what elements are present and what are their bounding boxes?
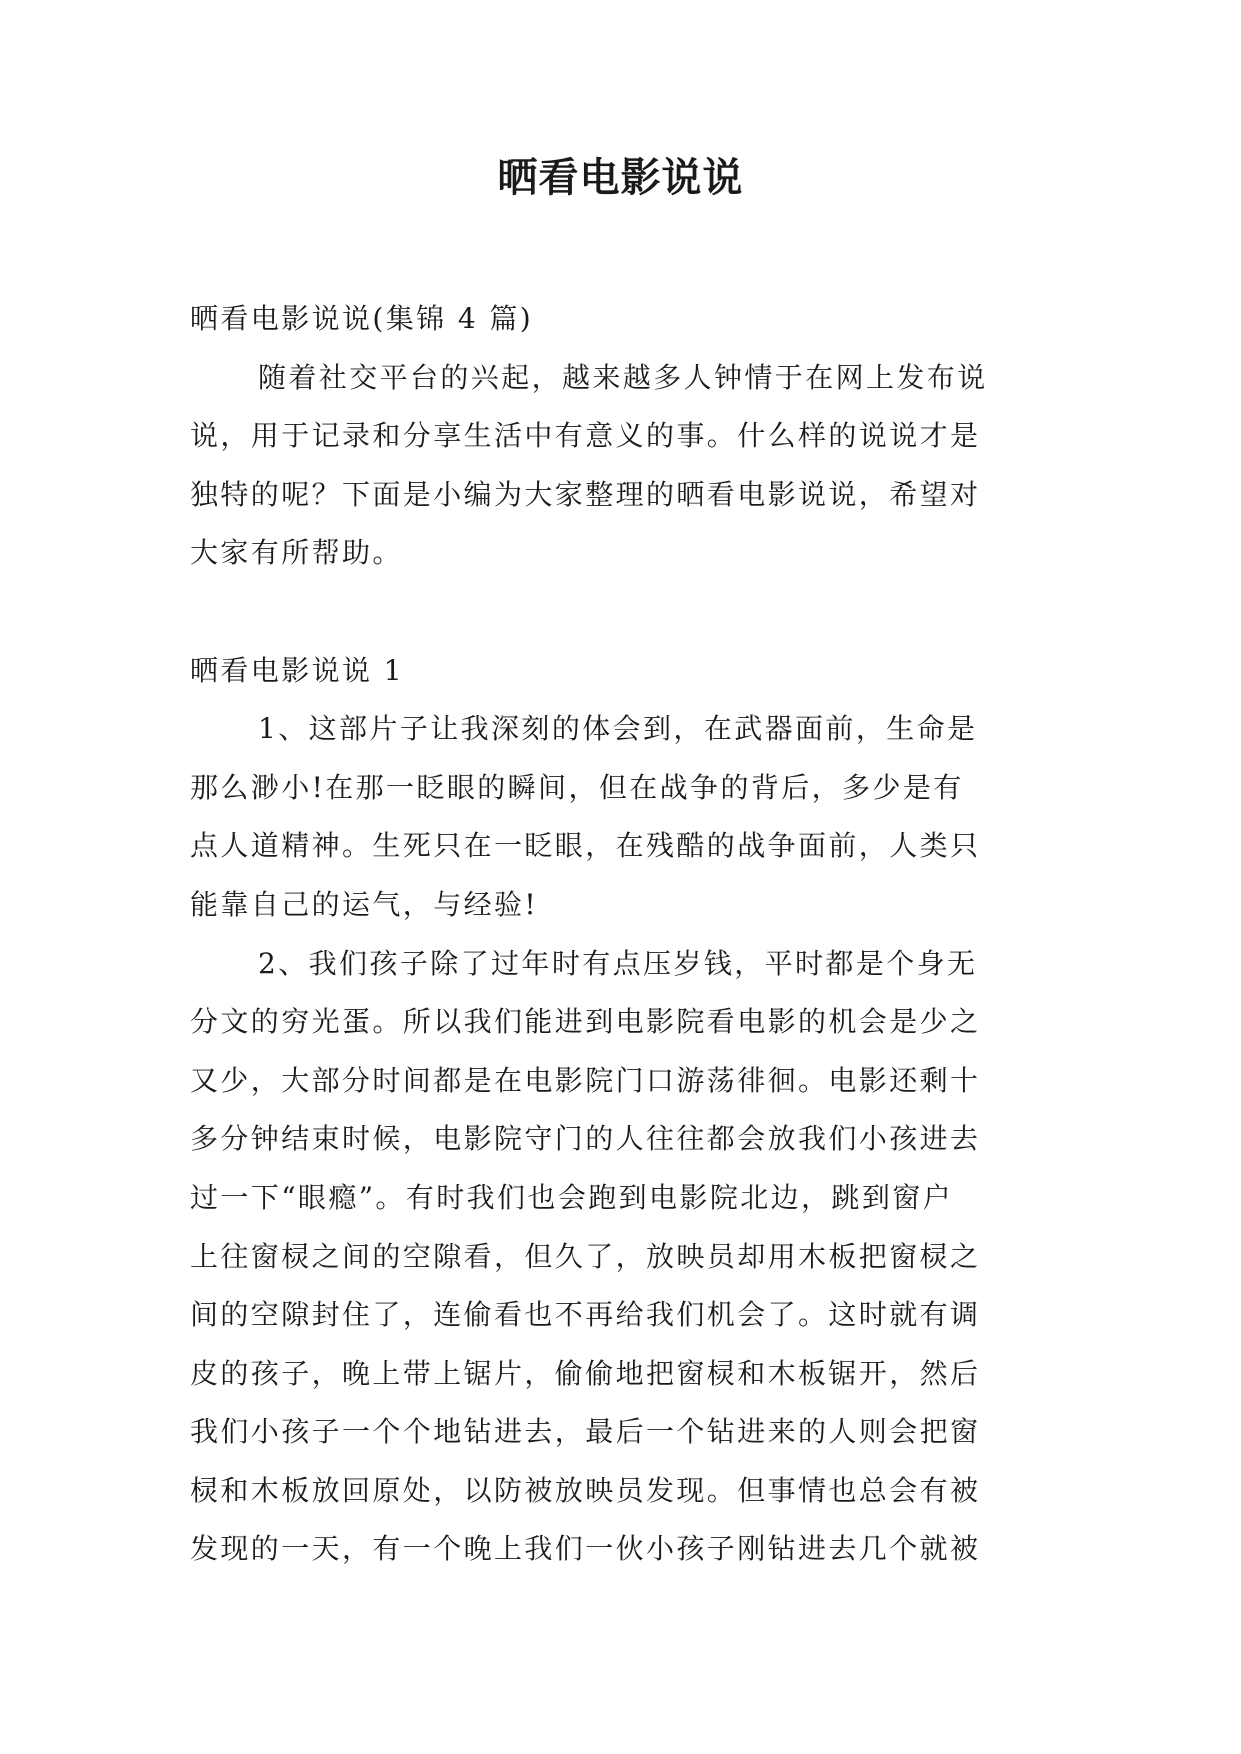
item-1-line: 点人道精神。生死只在一眨眼，在残酷的战争面前，人类只: [190, 829, 981, 863]
item-2-line: 间的空隙封住了，连偷看也不再给我们机会了。这时就有调: [190, 1298, 981, 1332]
intro-line: 说，用于记录和分享生活中有意义的事。什么样的说说才是: [190, 419, 981, 453]
item-2-line: 发现的一天，有一个晚上我们一伙小孩子刚钻进去几个就被: [190, 1532, 981, 1566]
item-2-line: 我们小孩子一个个地钻进去，最后一个钻进来的人则会把窗: [190, 1415, 981, 1449]
item-1-line: 能靠自己的运气，与经验!: [190, 887, 539, 921]
document-title: 晒看电影说说: [497, 154, 744, 201]
item-1-line: 1、这部片子让我深刻的体会到，在武器面前，生命是: [258, 712, 978, 746]
item-2-line: 上往窗棂之间的空隙看，但久了，放映员却用木板把窗棂之: [190, 1239, 981, 1273]
item-2-paragraph: [190, 935, 1056, 1580]
intro-line: 独特的呢？下面是小编为大家整理的晒看电影说说，希望对: [190, 477, 981, 511]
item-2-line: 皮的孩子，晚上带上锯片，偷偷地把窗棂和木板锯开，然后: [190, 1356, 981, 1390]
item-2-line: 又少，大部分时间都是在电影院门口游荡徘徊。电影还剩十: [190, 1063, 981, 1097]
document-body: [190, 290, 1056, 1579]
intro-line: 大家有所帮助。: [190, 536, 403, 570]
collection-subtitle: 晒看电影说说(集锦 4 篇): [190, 302, 534, 335]
paragraph-gap: [190, 583, 1056, 642]
item-2-line: 多分钟结束时候，电影院守门的人往往都会放我们小孩进去: [190, 1122, 981, 1156]
item-1-line: 那么渺小!在那一眨眼的瞬间，但在战争的背后，多少是有: [190, 770, 964, 804]
item-2-line: 2、我们孩子除了过年时有点压岁钱，平时都是个身无: [258, 946, 978, 980]
item-1-paragraph: [190, 700, 1056, 934]
item-2-line: 过一下“眼瘾”。有时我们也会跑到电影院北边，跳到窗户: [190, 1180, 954, 1214]
intro-paragraph: [190, 349, 1056, 583]
section-heading: 晒看电影说说 1: [190, 653, 404, 687]
item-2-line: 分文的穷光蛋。所以我们能进到电影院看电影的机会是少之: [190, 1005, 981, 1039]
intro-line: 随着社交平台的兴起，越来越多人钟情于在网上发布说: [258, 360, 988, 394]
item-2-line: 棂和木板放回原处，以防被放映员发现。但事情也总会有被: [190, 1473, 981, 1507]
